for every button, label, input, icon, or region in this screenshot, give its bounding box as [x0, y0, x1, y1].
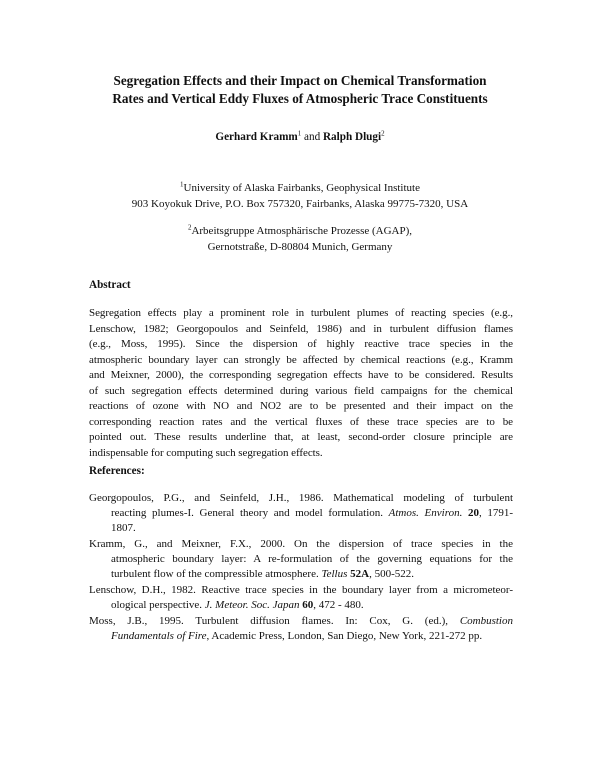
- reference-line: Georgopoulos, P.G., and Seinfeld, J.H., 1986. Mathematical modeling of turbulent: [89, 492, 513, 504]
- reference-line: [89, 506, 513, 521]
- abstract-line: and Meixner, 2000), the corresponding segregation effects have to be considered. Results: [89, 369, 513, 381]
- reference-moss: [89, 614, 513, 644]
- affiliation-1-line-2: 903 Koyokuk Drive, P.O. Box 757320, Fairbanks, Alaska 99775-7320, USA: [131, 197, 469, 210]
- references-list: [89, 491, 513, 645]
- reference-text: turbulent flow of the compressible atmosphere.: [111, 568, 322, 580]
- affiliation-2-mark: 2: [187, 223, 192, 232]
- abstract-body: [89, 306, 513, 461]
- reference-pages: , 500-522.: [369, 568, 414, 580]
- reference-kramm: [89, 537, 513, 582]
- reference-pages: , 1791-: [478, 507, 514, 519]
- reference-georgopoulos: [89, 491, 513, 536]
- reference-line: Kramm, G., and Meixner, F.X., 2000. On the dispersion of trace species in the: [89, 538, 513, 550]
- title-line-1: Segregation Effects and their Impact on Chemical Transformation: [113, 73, 487, 88]
- abstract-line: indispensable for computing such segregation effects.: [89, 446, 323, 459]
- affiliation-2-line-1: Arbeitsgruppe Atmosphärische Prozesse (AGAP),: [191, 225, 413, 237]
- references-heading: References:: [89, 465, 145, 477]
- abstract-line: Segregation effects play a prominent role in turbulent plumes of reacting species (e.g.,: [89, 307, 513, 319]
- reference-volume: 60: [302, 599, 314, 611]
- reference-volume: 20: [467, 507, 479, 519]
- paper-title: [60, 72, 540, 108]
- abstract-line: corresponding reaction rates and the vertical fluxes of these trace species are to be: [89, 415, 513, 428]
- reference-line: atmospheric boundary layer: A re-formulation of the governing equations for the: [111, 553, 513, 565]
- abstract-line: reactions of ozone with NO and NO2 are to be presented and their impact on the: [89, 400, 513, 412]
- affiliation-1-mark: 1: [180, 180, 184, 189]
- reference-journal: J. Meteor. Soc. Japan: [204, 599, 300, 611]
- reference-line: [89, 598, 513, 613]
- reference-journal: Tellus: [321, 568, 348, 580]
- reference-text: ological perspective.: [111, 599, 205, 611]
- author-connector: and: [301, 131, 323, 143]
- abstract-line: Lenschow, 1982; Georgopoulos and Seinfeld, 1986) and in turbulent diffusion flames: [89, 322, 513, 335]
- affiliation-2-line-2: Gernotstraße, D-80804 Munich, Germany: [207, 240, 393, 253]
- reference-text: Moss, J.B., 1995. Turbulent diffusion flames. In: Cox, G. (ed.),: [89, 615, 460, 627]
- reference-line: [89, 614, 513, 629]
- abstract-line: atmospheric boundary layer can strongly be affected by chemical reactions (e.g., Kramm: [89, 353, 513, 366]
- author-2-affil-mark: 2: [381, 129, 385, 138]
- abstract-line: of such segregation effects determined during various field campaigns for the chemical: [89, 384, 513, 397]
- author-1-affil-mark: 1: [297, 129, 302, 138]
- reference-book-title: Fundamentals of Fire: [111, 630, 207, 642]
- affiliation-2: [60, 224, 540, 256]
- reference-pages: , 472 - 480.: [313, 599, 364, 611]
- reference-book-title: Combustion: [459, 615, 513, 627]
- abstract-line: (e.g., Moss, 1995). Since the dispersion of highly reactive trace species in the: [89, 338, 513, 350]
- reference-line: [89, 629, 513, 644]
- abstract-line: pointed out. These results underline that, at least, second-order closure principle are: [89, 431, 513, 443]
- reference-publisher: , Academic Press, London, San Diego, New York, 221-272 pp.: [206, 630, 483, 642]
- reference-volume: 52A: [350, 568, 370, 580]
- author-line: [60, 131, 540, 143]
- reference-lenschow: [89, 583, 513, 613]
- reference-line: Lenschow, D.H., 1982. Reactive trace species in the boundary layer from a micrometeor-: [89, 584, 513, 596]
- abstract-heading: Abstract: [89, 279, 131, 291]
- title-line-2: Rates and Vertical Eddy Fluxes of Atmospheric Trace Constituents: [112, 91, 488, 106]
- reference-line: 1807.: [111, 522, 136, 534]
- affiliation-1: [60, 181, 540, 213]
- reference-text: reacting plumes-I. General theory and model formulation.: [111, 507, 389, 519]
- reference-line: [89, 567, 513, 582]
- affiliation-1-line-1: University of Alaska Fairbanks, Geophysical Institute: [183, 182, 420, 194]
- author-name-2: Ralph Dlugi: [322, 131, 382, 143]
- reference-journal: Atmos. Environ.: [388, 507, 463, 519]
- author-name-1: Gerhard Kramm: [215, 131, 298, 143]
